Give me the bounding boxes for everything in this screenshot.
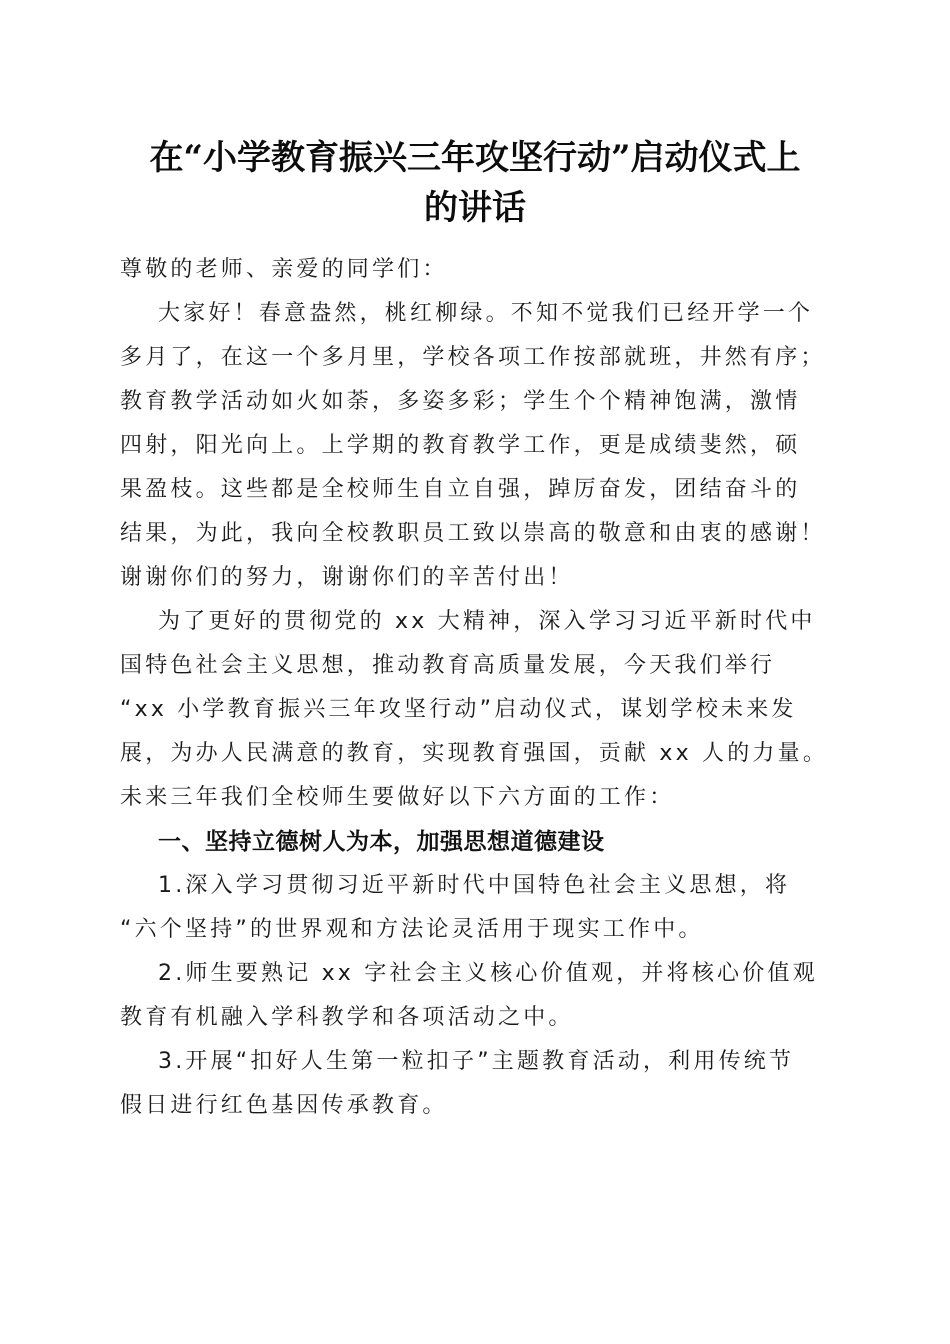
document-title-line-1: 在“小学教育振兴三年攻坚行动”启动仪式上 xyxy=(149,138,801,178)
item-2-line: 教育有机融入学科教学和各项活动之中。 xyxy=(120,1005,574,1030)
paragraph-1-line: 谢谢你们的努力，谢谢你们的辛苦付出！ xyxy=(120,565,574,590)
paragraph-2-line: 国特色社会主义思想，推动教育高质量发展，今天我们举行 xyxy=(120,653,776,678)
paragraph-2-line: 展，为办人民满意的教育，实现教育强国，贡献 xx 人的力量。 xyxy=(120,741,829,766)
paragraph-2-line: 为了更好的贯彻党的 xx 大精神，深入学习习近平新时代中 xyxy=(158,609,816,634)
item-3-line: 3.开展“扣好人生第一粒扣子”主题教育活动，利用传统节 xyxy=(158,1049,795,1074)
item-2-line: 2.师生要熟记 xx 字社会主义核心价值观，并将核心价值观 xyxy=(158,961,818,986)
item-1-line: 1.深入学习贯彻习近平新时代中国特色社会主义思想，将 xyxy=(158,873,791,898)
paragraph-1-line: 多月了，在这一个多月里，学校各项工作按部就班，井然有序； xyxy=(120,345,826,370)
paragraph-1-line: 教育教学活动如火如荼，多姿多彩；学生个个精神饱满，激情 xyxy=(120,389,801,414)
item-1-line: “六个坚持”的世界观和方法论灵活用于现实工作中。 xyxy=(120,917,704,942)
paragraph-1-line: 四射，阳光向上。上学期的教育教学工作，更是成绩斐然，硕 xyxy=(120,433,801,458)
paragraph-1-line: 果盈枝。这些都是全校师生自立自强，踔厉奋发，团结奋斗的 xyxy=(120,477,801,502)
document-title-line-2: 的讲话 xyxy=(424,188,526,228)
paragraph-2-line: 未来三年我们全校师生要做好以下六方面的工作： xyxy=(120,785,675,810)
item-3-line: 假日进行红色基因传承教育。 xyxy=(120,1093,448,1118)
paragraph-2-line: “xx 小学教育振兴三年攻坚行动”启动仪式，谋划学校未来发 xyxy=(120,697,797,722)
paragraph-1-line: 结果，为此，我向全校教职员工致以崇高的敬意和由衷的感谢！ xyxy=(120,521,826,546)
salutation: 尊敬的老师、亲爱的同学们： xyxy=(120,257,448,282)
paragraph-1-line: 大家好！春意盎然，桃红柳绿。不知不觉我们已经开学一个 xyxy=(158,301,814,326)
section-1-heading: 一、坚持立德树人为本，加强思想道德建设 xyxy=(158,829,605,855)
